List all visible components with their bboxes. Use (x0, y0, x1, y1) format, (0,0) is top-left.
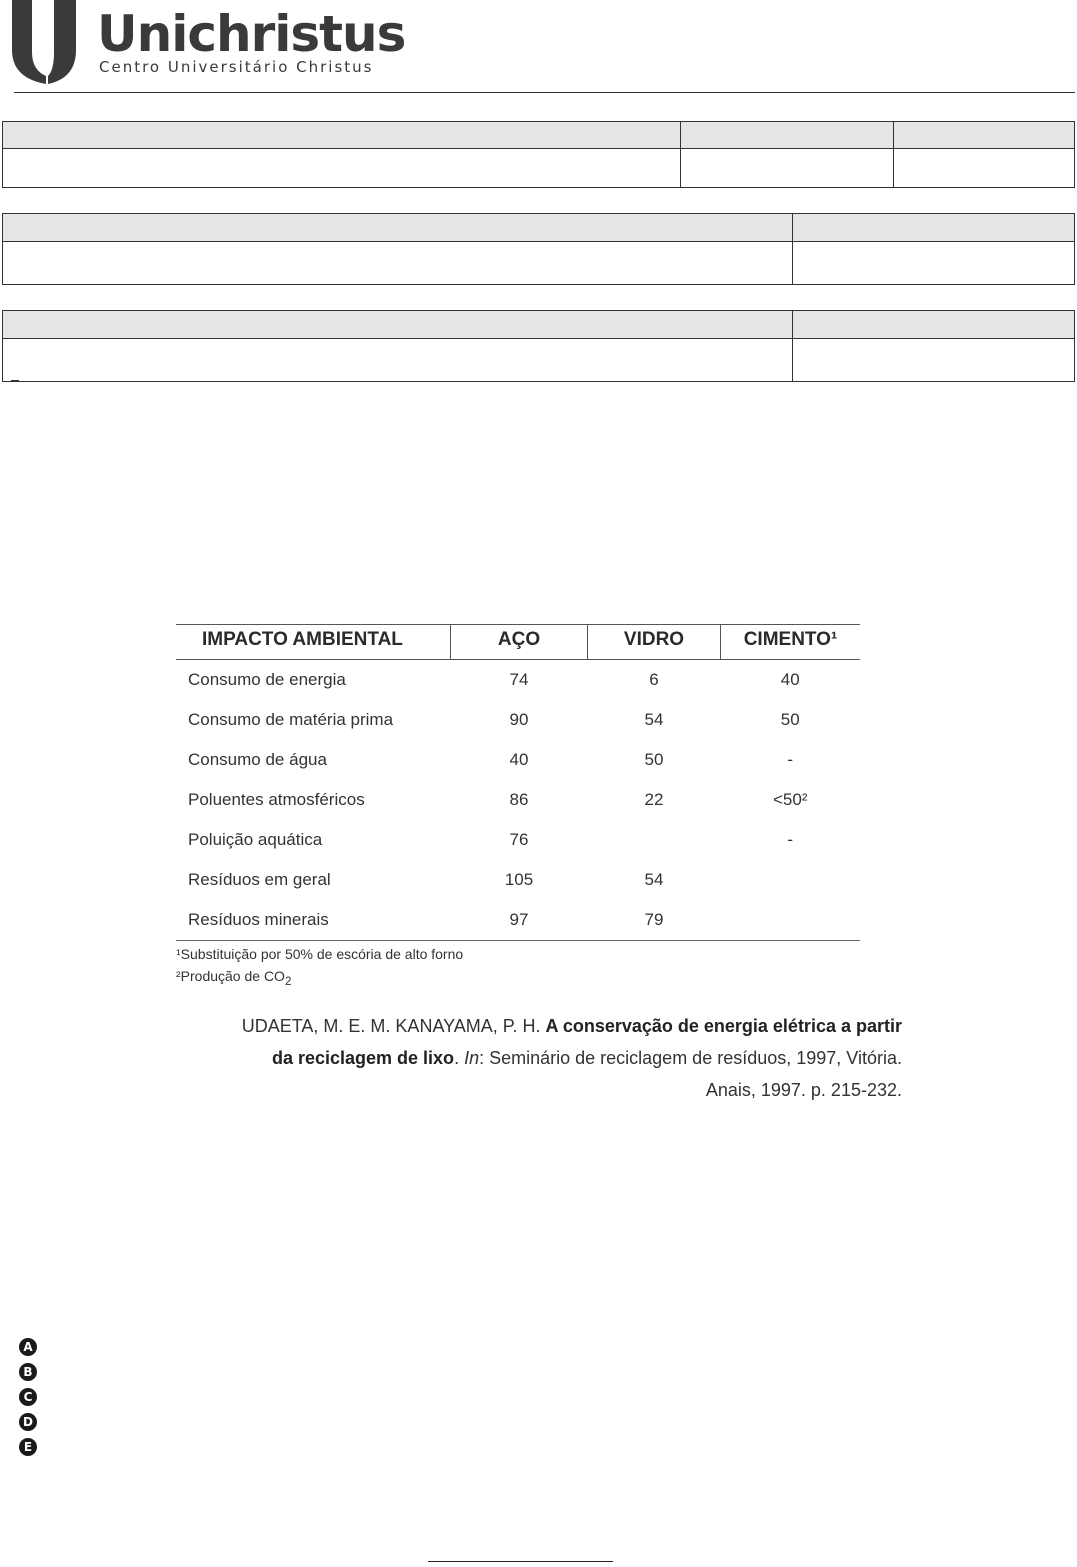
cell-aco: 40 (509, 750, 529, 769)
cell-vidro: 6 (649, 670, 659, 689)
cell-vidro: 50 (644, 750, 664, 769)
cell-cimento: - (787, 830, 794, 849)
citation-sep: . (454, 1048, 465, 1068)
table-notes (176, 943, 864, 993)
cell-vidro (588, 820, 721, 860)
form-table-3 (2, 310, 1075, 382)
cell-cimento: 50 (780, 710, 800, 729)
col-header-impacto: IMPACTO AMBIENTAL (176, 625, 451, 660)
cell-cimento (721, 860, 861, 900)
row-label: Consumo de água (188, 750, 327, 769)
row-label: Poluição aquática (188, 830, 323, 849)
col-header-vidro: VIDRO (588, 625, 721, 660)
table-row (176, 820, 860, 860)
footnote-2 (176, 965, 864, 993)
citation-title: A conservação de energia elétrica a partir da reciclagem de lixo (271, 1016, 902, 1068)
cell-aco: 76 (509, 830, 529, 849)
header-divider (14, 92, 1075, 93)
citation-authors: UDAETA, M. E. M. KANAYAMA, P. H. (241, 1016, 546, 1036)
citation-source: : Seminário de reciclagem de resíduos, 1997, Vitória. Anais, 1997. p. 215-232. (479, 1048, 902, 1100)
option-b-bullet[interactable]: B (19, 1363, 37, 1381)
answer-options (19, 1338, 37, 1463)
col-header-aco: AÇO (451, 625, 588, 660)
table-row (176, 700, 860, 740)
cell-aco: 97 (451, 900, 588, 941)
row-label: Resíduos em geral (188, 870, 331, 889)
logo-title: Unichristus (97, 5, 406, 63)
impact-figure (176, 624, 864, 993)
cell-vidro: 22 (644, 790, 664, 809)
footnote-2-subscript: 2 (284, 974, 292, 988)
footer-divider (428, 1561, 613, 1562)
cell-cimento (721, 900, 861, 941)
table-row (176, 660, 860, 701)
cell-vidro: 79 (588, 900, 721, 941)
cell-aco: 105 (504, 870, 534, 889)
citation-in: In (464, 1048, 480, 1068)
citation (230, 1010, 902, 1106)
row-label: Consumo de matéria prima (188, 710, 394, 729)
cell-cimento: - (787, 750, 794, 769)
form-table-1 (2, 121, 1075, 188)
option-c-bullet[interactable]: C (19, 1388, 37, 1406)
cell-vidro: 54 (644, 870, 664, 889)
row-label: Resíduos minerais (176, 900, 451, 941)
table-row (176, 740, 860, 780)
cell-aco: 86 (509, 790, 529, 809)
cell-aco: 90 (509, 710, 529, 729)
col-header-cimento: CIMENTO¹ (721, 625, 861, 660)
cell-cimento: <50² (773, 790, 808, 809)
logo-subtitle: Centro Universitário Christus (99, 58, 374, 76)
blank-mark (11, 380, 19, 381)
footnote-2-text: ²Produção de CO (176, 968, 285, 984)
table-row (176, 900, 860, 941)
cell-vidro: 54 (644, 710, 664, 729)
form-table-2 (2, 213, 1075, 285)
logo-mark (10, 0, 82, 84)
option-a-bullet[interactable]: A (19, 1338, 37, 1356)
option-d-bullet[interactable]: D (19, 1413, 37, 1431)
impact-table (176, 624, 860, 941)
footnote-1: ¹Substituição por 50% de escória de alto forno (176, 946, 464, 962)
row-label: Poluentes atmosféricos (188, 790, 365, 809)
row-label: Consumo de energia (188, 670, 346, 689)
cell-aco: 74 (509, 670, 529, 689)
table-row (176, 780, 860, 820)
option-e-bullet[interactable]: E (19, 1438, 37, 1456)
table-row (176, 860, 860, 900)
cell-cimento: 40 (780, 670, 800, 689)
